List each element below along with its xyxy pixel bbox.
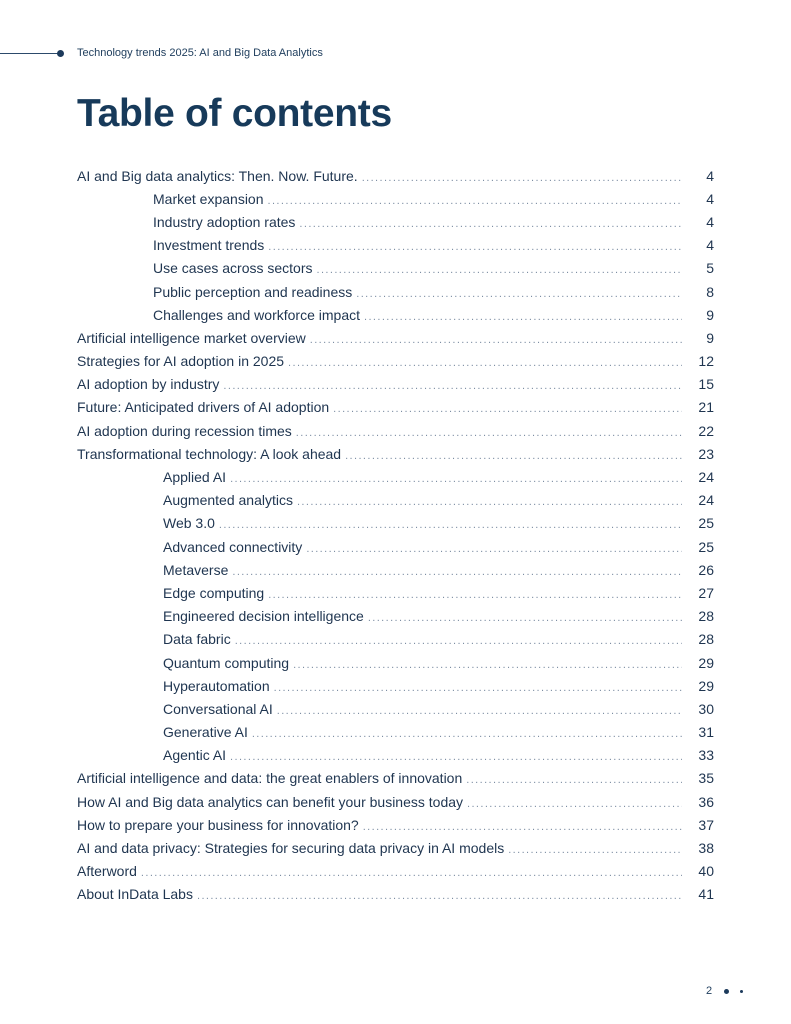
dot-leader	[310, 331, 682, 345]
toc-entry-page: 28	[698, 631, 714, 648]
dot-leader	[232, 563, 682, 577]
toc-entry-label: How AI and Big data analytics can benefit your business today	[77, 793, 464, 810]
toc-entry-label: Afterword	[77, 863, 137, 880]
toc-entry-label: Investment trends	[153, 237, 265, 254]
dot-leader	[356, 285, 682, 299]
toc-entry[interactable]	[0, 744, 791, 767]
toc-entry[interactable]	[0, 164, 791, 187]
toc-entry[interactable]	[0, 836, 791, 859]
toc-entry-label: Strategies for AI adoption in 2025	[77, 353, 285, 370]
toc-entry-page: 8	[706, 283, 714, 300]
toc-entry[interactable]	[0, 813, 791, 836]
toc-entry-label: Use cases across sectors	[153, 260, 313, 277]
toc-entry-label: Public perception and readiness	[153, 283, 353, 300]
toc-entry-page: 4	[706, 213, 714, 230]
dot-leader	[235, 632, 682, 646]
toc-entry[interactable]	[0, 628, 791, 651]
dot-leader	[362, 169, 682, 183]
toc-entry[interactable]	[0, 303, 791, 326]
toc-entry-page: 35	[698, 770, 714, 787]
toc-entry[interactable]	[0, 234, 791, 257]
page-number: 2	[706, 985, 713, 997]
toc-entry[interactable]	[0, 373, 791, 396]
dot-leader	[268, 586, 682, 600]
toc-entry[interactable]	[0, 581, 791, 604]
toc-entry-label: Agentic AI	[163, 747, 227, 764]
dot-leader	[467, 795, 682, 809]
toc-entry[interactable]	[0, 350, 791, 373]
dot-leader	[288, 354, 682, 368]
dot-leader	[299, 215, 682, 229]
toc-entry-label: How to prepare your business for innovation?	[77, 816, 359, 833]
toc-entry[interactable]	[0, 767, 791, 790]
toc-entry-page: 9	[706, 306, 714, 323]
toc-entry-label: About InData Labs	[77, 886, 193, 903]
toc-entry[interactable]	[0, 489, 791, 512]
toc-entry-page: 12	[698, 353, 714, 370]
toc-entry-page: 4	[706, 237, 714, 254]
dot-leader	[252, 725, 682, 739]
toc-entry[interactable]	[0, 790, 791, 813]
toc-entry-label: AI adoption during recession times	[77, 422, 292, 439]
toc-entry-label: Edge computing	[163, 584, 265, 601]
toc-entry[interactable]	[0, 651, 791, 674]
toc-entry[interactable]	[0, 512, 791, 535]
dot-leader	[363, 818, 682, 832]
toc-entry-label: AI adoption by industry	[77, 376, 220, 393]
dot-leader	[306, 540, 682, 554]
toc-entry[interactable]	[0, 883, 791, 906]
dot-leader	[293, 656, 682, 670]
toc-entry-page: 37	[698, 816, 714, 833]
toc-entry-page: 21	[698, 399, 714, 416]
dot-leader	[466, 771, 682, 785]
toc-entry-page: 4	[706, 167, 714, 184]
toc-entry[interactable]	[0, 442, 791, 465]
toc-entry[interactable]	[0, 257, 791, 280]
header-bullet-icon	[57, 50, 64, 57]
toc-entry[interactable]	[0, 465, 791, 488]
toc-entry-label: Web 3.0	[163, 515, 215, 532]
dot-leader	[296, 424, 682, 438]
toc-entry-page: 15	[698, 376, 714, 393]
dot-leader	[141, 864, 682, 878]
toc-entry-label: Quantum computing	[163, 654, 290, 671]
footer-dot-icon	[724, 989, 729, 994]
toc-entry-page: 25	[698, 515, 714, 532]
toc-entry-page: 31	[698, 724, 714, 741]
toc-entry-page: 41	[698, 886, 714, 903]
toc-entry-label: Engineered decision intelligence	[163, 608, 364, 625]
dot-leader	[333, 400, 682, 414]
header-rule	[0, 53, 58, 54]
toc-entry[interactable]	[0, 187, 791, 210]
toc-entry-label: AI and data privacy: Strategies for securing data privacy in AI models	[77, 840, 505, 857]
running-header: Technology trends 2025: AI and Big Data Analytics	[77, 47, 323, 59]
dot-leader	[368, 609, 682, 623]
toc-entry-label: Advanced connectivity	[163, 538, 303, 555]
toc-entry[interactable]	[0, 674, 791, 697]
dot-leader	[223, 377, 682, 391]
toc-entry-label: Market expansion	[153, 190, 264, 207]
dot-leader	[297, 493, 682, 507]
toc-entry-page: 33	[698, 747, 714, 764]
toc-entry-page: 30	[698, 700, 714, 717]
toc-entry-page: 40	[698, 863, 714, 880]
toc-entry-label: Challenges and workforce impact	[153, 306, 360, 323]
toc-entry[interactable]	[0, 396, 791, 419]
toc-entry-label: Industry adoption rates	[153, 213, 296, 230]
toc-entry[interactable]	[0, 558, 791, 581]
toc-entry-page: 24	[698, 492, 714, 509]
toc-entry-page: 38	[698, 840, 714, 857]
toc-entry-label: Data fabric	[163, 631, 231, 648]
toc-entry-label: Applied AI	[163, 469, 227, 486]
toc-entry[interactable]	[0, 419, 791, 442]
dot-leader	[364, 308, 682, 322]
dot-leader	[508, 841, 682, 855]
toc-entry-label: Augmented analytics	[163, 492, 293, 509]
toc-entry-page: 29	[698, 677, 714, 694]
toc-entry-page: 29	[698, 654, 714, 671]
toc-entry-page: 28	[698, 608, 714, 625]
footer-dot-small-icon	[740, 990, 743, 993]
table-of-contents	[0, 164, 791, 906]
toc-entry-page: 9	[706, 329, 714, 346]
dot-leader	[317, 261, 683, 275]
toc-entry-page: 22	[698, 422, 714, 439]
dot-leader	[345, 447, 682, 461]
dot-leader	[219, 516, 682, 530]
toc-entry-page: 27	[698, 584, 714, 601]
toc-entry[interactable]	[0, 605, 791, 628]
toc-entry-label: AI and Big data analytics: Then. Now. Future.	[77, 167, 358, 184]
dot-leader	[277, 702, 682, 716]
toc-entry-label: Future: Anticipated drivers of AI adoption	[77, 399, 330, 416]
toc-entry-page: 24	[698, 469, 714, 486]
dot-leader	[230, 470, 682, 484]
toc-entry-label: Artificial intelligence and data: the great enablers of innovation	[77, 770, 463, 787]
toc-entry-label: Artificial intelligence market overview	[77, 329, 306, 346]
toc-entry[interactable]	[0, 535, 791, 558]
toc-entry[interactable]	[0, 210, 791, 233]
toc-entry-page: 25	[698, 538, 714, 555]
toc-entry-page: 26	[698, 561, 714, 578]
toc-entry-page: 23	[698, 445, 714, 462]
toc-entry-page: 5	[706, 260, 714, 277]
toc-entry-label: Metaverse	[163, 561, 229, 578]
dot-leader	[197, 887, 682, 901]
dot-leader	[268, 192, 682, 206]
toc-entry[interactable]	[0, 860, 791, 883]
toc-entry-label: Hyperautomation	[163, 677, 270, 694]
toc-entry-label: Generative AI	[163, 724, 248, 741]
dot-leader	[268, 238, 682, 252]
toc-entry[interactable]	[0, 326, 791, 349]
toc-entry-label: Conversational AI	[163, 700, 273, 717]
page-title: Table of contents	[77, 92, 392, 135]
toc-entry[interactable]	[0, 697, 791, 720]
dot-leader	[274, 679, 682, 693]
toc-entry-page: 4	[706, 190, 714, 207]
toc-entry[interactable]	[0, 280, 791, 303]
dot-leader	[230, 748, 682, 762]
toc-entry[interactable]	[0, 721, 791, 744]
toc-entry-page: 36	[698, 793, 714, 810]
toc-entry-label: Transformational technology: A look ahead	[77, 445, 342, 462]
